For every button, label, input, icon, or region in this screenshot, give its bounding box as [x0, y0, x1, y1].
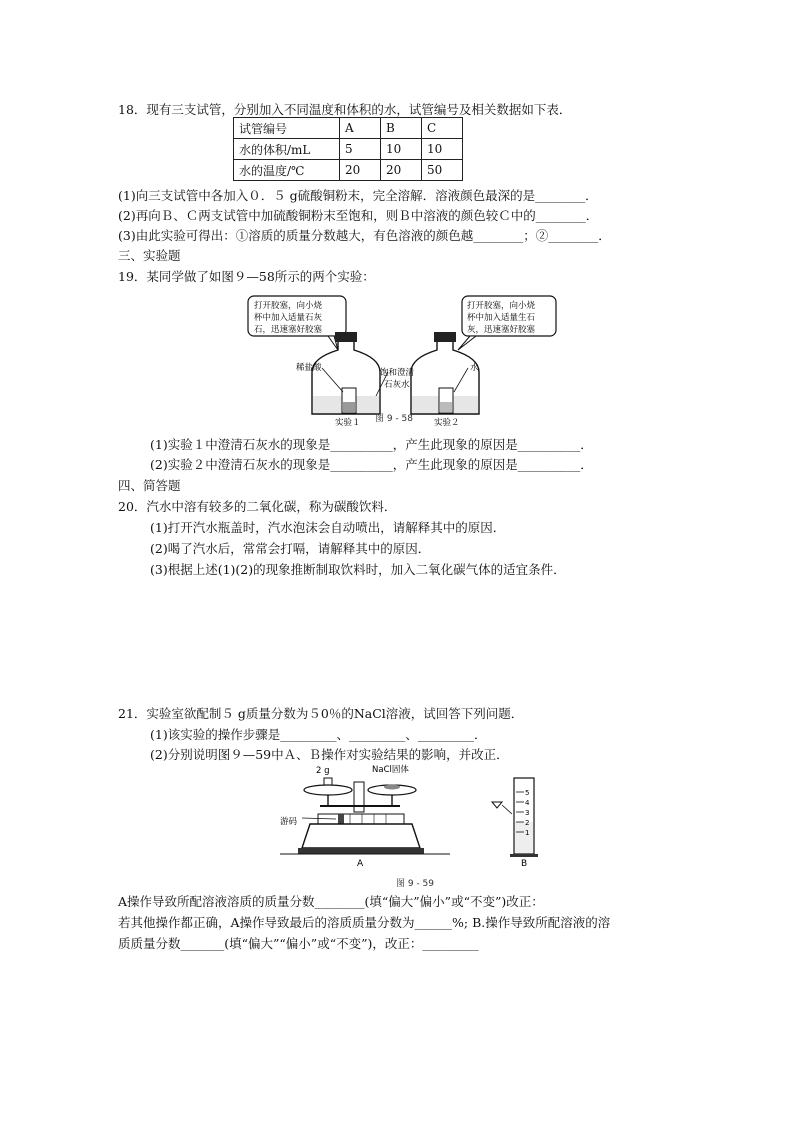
figure-9-58 — [240, 292, 560, 427]
table-row — [234, 118, 463, 139]
bubble2-line: 灰，迅速塞好胶塞 — [467, 325, 536, 335]
q20-part1: (1)打开汽水瓶盖时，汽水泡沫会自动喷出，请解释其中的原因． — [150, 520, 506, 535]
figure-9-59 — [280, 762, 560, 872]
table-cell: 水的体积/mL — [234, 139, 340, 160]
q19-part1: (1)实验１中澄清石灰水的现象是__________，产生此现象的原因是__________． — [150, 437, 593, 452]
label-limewater: 饱和澄清 — [380, 368, 415, 378]
bubble1-line: 石，迅速塞好胶塞 — [254, 325, 323, 335]
label-b: B — [521, 859, 528, 869]
scale-label: 4 — [525, 799, 530, 807]
q18-part2: (2)再向Ｂ、Ｃ两支试管中加硫酸铜粉末至饱和，则Ｂ中溶液的颜色较Ｃ中的________． — [118, 208, 599, 223]
bubble2-line: 杯中加入适量生石 — [467, 313, 536, 323]
q21-part1: (1)该实验的操作步骤是_________、_________、_________． — [150, 727, 487, 742]
scale-label: 3 — [525, 809, 530, 817]
bubble1-line: 杯中加入适量石灰 — [254, 313, 323, 323]
table-cell: C — [422, 118, 463, 139]
scale-label: 5 — [525, 789, 530, 797]
figure-9-58-caption: 图 9 - 58 — [375, 414, 414, 424]
label-exp1: 实验１ — [335, 418, 361, 427]
balance-a — [280, 764, 450, 869]
label-water: 水 — [470, 363, 479, 373]
test-tube-data-table — [233, 117, 463, 181]
table-cell: 20 — [381, 160, 422, 181]
section-heading-short-answer: 四、简答题 — [118, 478, 181, 493]
q19-stem: 19．某同学做了如图９—58所示的两个实验： — [118, 269, 375, 284]
label-rider: 游码 — [280, 817, 298, 827]
table-row — [234, 139, 463, 160]
section-heading-experiment: 三、实验题 — [118, 248, 181, 263]
table-cell: A — [340, 118, 381, 139]
q21-answer-line1: A操作导致所配溶液溶质的质量分数________(填“偏大”偏小”或“不变”)改正： — [118, 894, 544, 909]
label-limewater: 石灰水 — [384, 380, 410, 390]
q21-stem: 21．实验室欲配制５ g质量分数为５0％的NaCl溶液，试回答下列问题． — [118, 706, 524, 721]
q20-stem: 20．汽水中溶有较多的二氧化碳，称为碳酸饮料． — [118, 499, 397, 514]
q20-part2: (2)喝了汽水后，常常会打嗝，请解释其中的原因． — [150, 541, 431, 556]
q20-part3: (3)根据上述(1)(2)的现象推断制取饮料时，加入二氧化碳气体的适宜条件． — [150, 562, 566, 577]
table-cell: 20 — [340, 160, 381, 181]
q19-part2: (2)实验２中澄清石灰水的现象是__________，产生此现象的原因是__________． — [150, 457, 593, 472]
table-cell: 试管编号 — [234, 118, 340, 139]
table-cell: 10 — [422, 139, 463, 160]
q18-stem: 18．现有三支试管，分别加入不同温度和体积的水，试管编号及相关数据如下表． — [118, 102, 572, 117]
table-cell: 5 — [340, 139, 381, 160]
q21-answer-line2: 若其他操作都正确，A操作导致最后的溶质质量分数为______%; B.操作导致所配溶液的溶 — [118, 915, 611, 930]
table-cell: 10 — [381, 139, 422, 160]
figure-9-59-caption: 图 9 - 59 — [396, 879, 435, 889]
table-cell: B — [381, 118, 422, 139]
q21-answer-line3: 质质量分数_______(填“偏大”“偏小”或“不变”)，改正：_________ — [118, 936, 479, 951]
graduated-cylinder-b — [492, 778, 538, 869]
bottle-2 — [411, 332, 479, 414]
bubble2-line: 打开胶塞，向小烧 — [467, 301, 536, 311]
table-row — [234, 160, 463, 181]
scale-label: 1 — [525, 829, 530, 837]
label-exp2: 实验２ — [434, 418, 460, 427]
q18-part1: (1)向三支试管中各加入０．５ g硫酸铜粉末，完全溶解．溶液颜色最深的是________． — [118, 188, 598, 203]
label-dilute-hcl: 稀盐酸 — [296, 363, 322, 373]
bottle-1 — [312, 332, 380, 414]
label-weight: 2 g — [316, 766, 330, 776]
q18-part3: (3)由此实验可得出：①溶质的质量分数越大，有色溶液的颜色越________；②________． — [118, 228, 611, 243]
q21-part2: (2)分别说明图９—59中Ａ、Ｂ操作对实验结果的影响，并改正． — [150, 747, 509, 762]
label-a: A — [357, 859, 364, 869]
table-cell: 50 — [422, 160, 463, 181]
label-nacl: NaCl固体 — [372, 765, 409, 775]
table-cell: 水的温度/℃ — [234, 160, 340, 181]
bubble1-line: 打开胶塞，向小烧 — [254, 301, 323, 311]
scale-label: 2 — [525, 819, 530, 827]
